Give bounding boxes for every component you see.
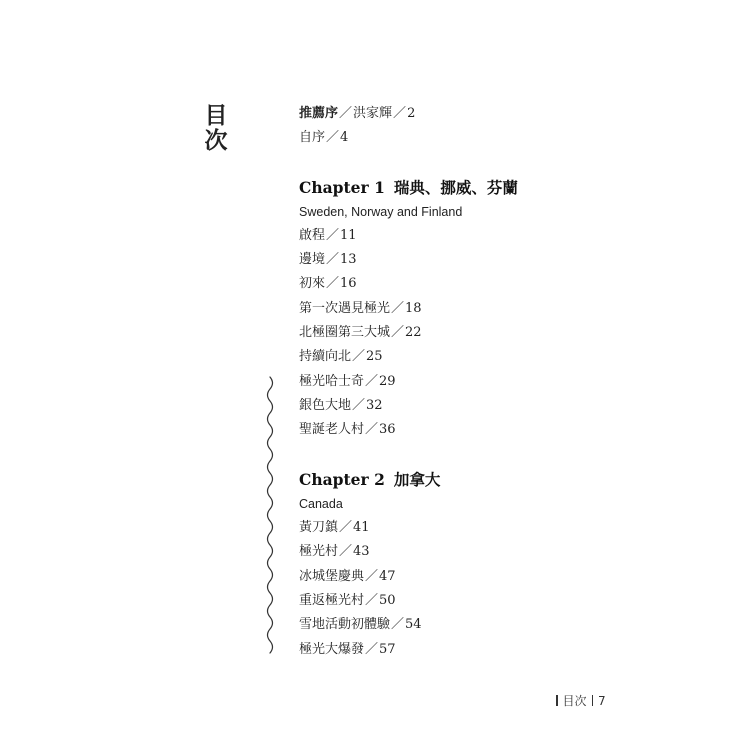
entry-title: 極光村 (299, 544, 339, 559)
entry-page: 36 (379, 422, 396, 437)
toc-entry[interactable] (299, 348, 383, 366)
entry-title: 極光哈士奇 (299, 374, 365, 389)
entry-title: 雪地活動初體驗 (299, 617, 391, 632)
entry-title: 極光大爆發 (299, 642, 365, 657)
entry-page: 50 (379, 593, 396, 608)
entry-page: 18 (405, 301, 422, 316)
toc-entry[interactable] (299, 616, 422, 634)
entry-page: 2 (407, 106, 416, 121)
chapter-1-subtitle: Sweden, Norway and Finland (299, 205, 463, 219)
entry-title: 第一次遇見極光 (299, 301, 391, 316)
toc-entry[interactable] (299, 592, 396, 610)
entry-page: 29 (379, 374, 396, 389)
entry-page: 11 (340, 228, 357, 243)
entry-title: 初來 (299, 276, 326, 291)
entry-title: 推薦序 (299, 106, 339, 121)
entry-separator: ／ (365, 593, 379, 608)
entry-page: 4 (340, 130, 349, 145)
chapter-name: 加拿大 (393, 470, 441, 489)
footer-page-number: 7 (598, 694, 606, 708)
toc-title (203, 104, 229, 154)
entry-separator: ／ (391, 617, 405, 632)
toc-entry-preface[interactable] (299, 105, 415, 123)
entry-page: 47 (379, 569, 396, 584)
chapter-label: Chapter 1 (299, 178, 385, 197)
entry-page: 25 (366, 349, 383, 364)
chapter-2-heading[interactable] (299, 470, 440, 490)
toc-entry[interactable] (299, 324, 422, 342)
toc-entry[interactable] (299, 641, 396, 659)
entry-separator: ／ (365, 642, 379, 657)
entry-separator: ／ (326, 130, 340, 145)
entry-page: 13 (340, 252, 357, 267)
footer-divider (592, 695, 594, 706)
entry-separator: ／ (326, 252, 340, 267)
entry-page: 32 (366, 398, 383, 413)
page-footer (551, 693, 606, 709)
entry-page: 57 (379, 642, 396, 657)
entry-separator: ／ (391, 325, 405, 340)
entry-title: 啟程 (299, 228, 326, 243)
entry-separator: ／ (339, 106, 353, 121)
toc-entry[interactable] (299, 397, 383, 415)
toc-entry[interactable] (299, 373, 396, 391)
entry-title: 銀色大地 (299, 398, 352, 413)
entry-separator: ／ (365, 569, 379, 584)
wavy-line-decoration (262, 375, 278, 657)
toc-entry[interactable] (299, 421, 396, 439)
entry-page: 54 (405, 617, 422, 632)
chapter-label: Chapter 2 (299, 470, 385, 489)
entry-page: 16 (340, 276, 357, 291)
toc-title-char: 目 (204, 103, 228, 129)
footer-section: 目次 (562, 694, 587, 708)
entry-separator: ／ (393, 106, 407, 121)
entry-separator: ／ (339, 544, 353, 559)
entry-title: 重返極光村 (299, 593, 365, 608)
toc-entry[interactable] (299, 227, 357, 245)
entry-title: 邊境 (299, 252, 326, 267)
entry-separator: ／ (339, 520, 353, 535)
entry-separator: ／ (352, 349, 366, 364)
chapter-1-heading[interactable] (299, 178, 518, 198)
footer-divider (556, 695, 558, 706)
entry-title: 自序 (299, 130, 326, 145)
entry-title: 聖誕老人村 (299, 422, 365, 437)
toc-entry[interactable] (299, 519, 370, 537)
entry-author: 洪家輝 (353, 106, 393, 121)
entry-separator: ／ (365, 374, 379, 389)
toc-entry-author-preface[interactable] (299, 129, 348, 147)
entry-title: 黃刀鎮 (299, 520, 339, 535)
entry-page: 41 (353, 520, 370, 535)
entry-separator: ／ (352, 398, 366, 413)
chapter-name: 瑞典、挪威、芬蘭 (393, 178, 518, 197)
toc-entry[interactable] (299, 568, 396, 586)
entry-page: 22 (405, 325, 422, 340)
toc-entry[interactable] (299, 251, 357, 269)
entry-page: 43 (353, 544, 370, 559)
entry-title: 北極圈第三大城 (299, 325, 391, 340)
toc-entry[interactable] (299, 275, 357, 293)
entry-separator: ／ (326, 276, 340, 291)
toc-title-char: 次 (204, 128, 228, 154)
entry-title: 冰城堡慶典 (299, 569, 365, 584)
toc-entry[interactable] (299, 543, 370, 561)
entry-separator: ／ (326, 228, 340, 243)
entry-separator: ／ (391, 301, 405, 316)
toc-entry[interactable] (299, 300, 422, 318)
entry-title: 持續向北 (299, 349, 352, 364)
chapter-2-subtitle: Canada (299, 497, 343, 511)
entry-separator: ／ (365, 422, 379, 437)
